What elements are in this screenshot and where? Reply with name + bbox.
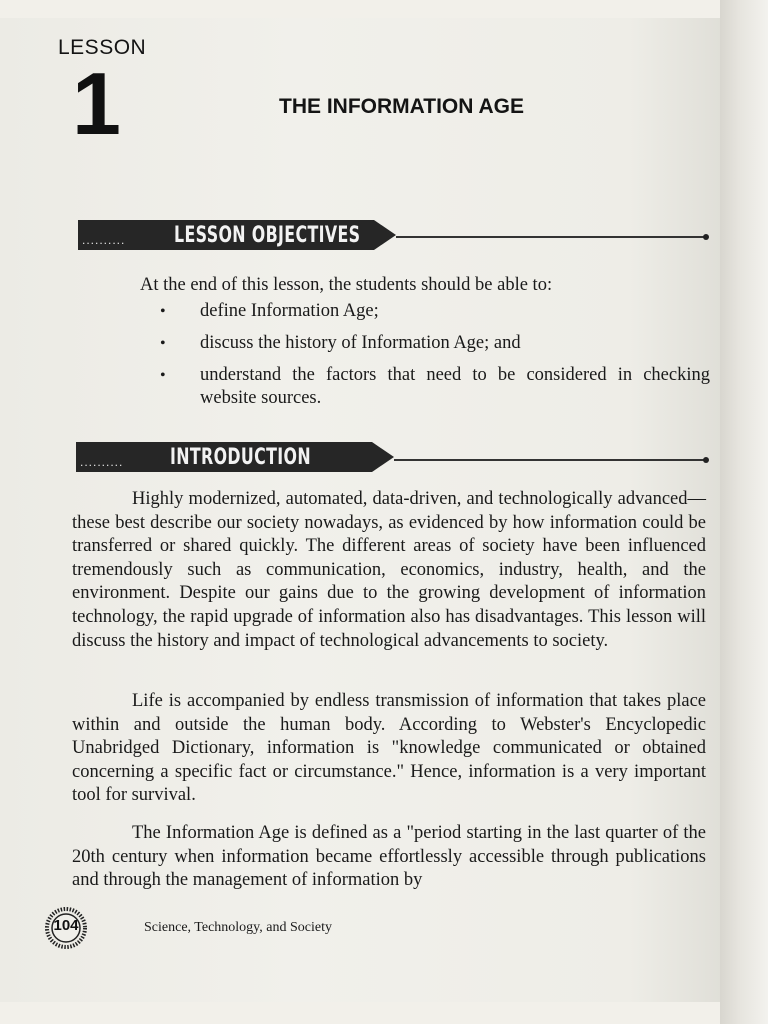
objective-text: discuss the history of Information Age; and — [200, 333, 521, 353]
objectives-lead: At the end of this lesson, the students should be able to: — [140, 275, 553, 295]
introduction-paragraph: The Information Age is defined as a "period starting in the last quarter of the 20th century when information became effortlessly accessible through publications and through the management of information by — [72, 823, 706, 891]
introduction-paragraph: Life is accompanied by endless transmission of information that takes place within and outside the human body. According to Webster's Encyclopedic Unabridged Dictionary, information is "knowledge communicated or obtained concerning a specific fact or circumstance." Hence, information is a very important tool for survival. — [72, 691, 706, 806]
objective-item — [160, 364, 710, 410]
introduction-banner — [76, 442, 396, 472]
page-number: 104 — [53, 917, 79, 934]
bullet-icon: • — [160, 335, 166, 352]
introduction-rule-end-dot — [703, 457, 709, 463]
book-title: Science, Technology, and Society — [144, 920, 332, 935]
lesson-label: LESSON — [58, 36, 147, 59]
objectives-banner-label: LESSON OBJECTIVES — [174, 223, 361, 248]
lesson-title: THE INFORMATION AGE — [279, 95, 524, 118]
introduction-rule — [394, 459, 706, 461]
objectives-rule — [396, 236, 706, 238]
bullet-icon: • — [160, 303, 166, 320]
page-edge-shadow — [720, 0, 768, 1024]
objectives-banner-dots: .......... — [82, 233, 126, 247]
introduction-banner-dots: .......... — [80, 455, 124, 469]
lesson-number: 1 — [72, 54, 121, 153]
objectives-rule-end-dot — [703, 234, 709, 240]
introduction-paragraph: Highly modernized, automated, data-driven, and technologically advanced—these best describe our society nowadays, as evidenced by how information could be transferred or shared quickly. The different areas of society have been influenced tremendously such as communication, economics, industry, health, and the environment. Despite our gains due to the growing development of information technology, the rapid upgrade of information also has disadvantages. This lesson will discuss the history and impact of technological advancements to society. — [72, 489, 706, 651]
introduction-banner-label: INTRODUCTION — [170, 445, 311, 470]
objective-text: understand the factors that need to be considered in checking website sources. — [200, 365, 710, 408]
objectives-banner — [78, 220, 398, 250]
objective-item — [160, 332, 710, 355]
objective-item — [160, 300, 710, 323]
objectives-list — [160, 300, 710, 419]
bullet-icon: • — [160, 367, 166, 384]
objective-text: define Information Age; — [200, 301, 379, 321]
